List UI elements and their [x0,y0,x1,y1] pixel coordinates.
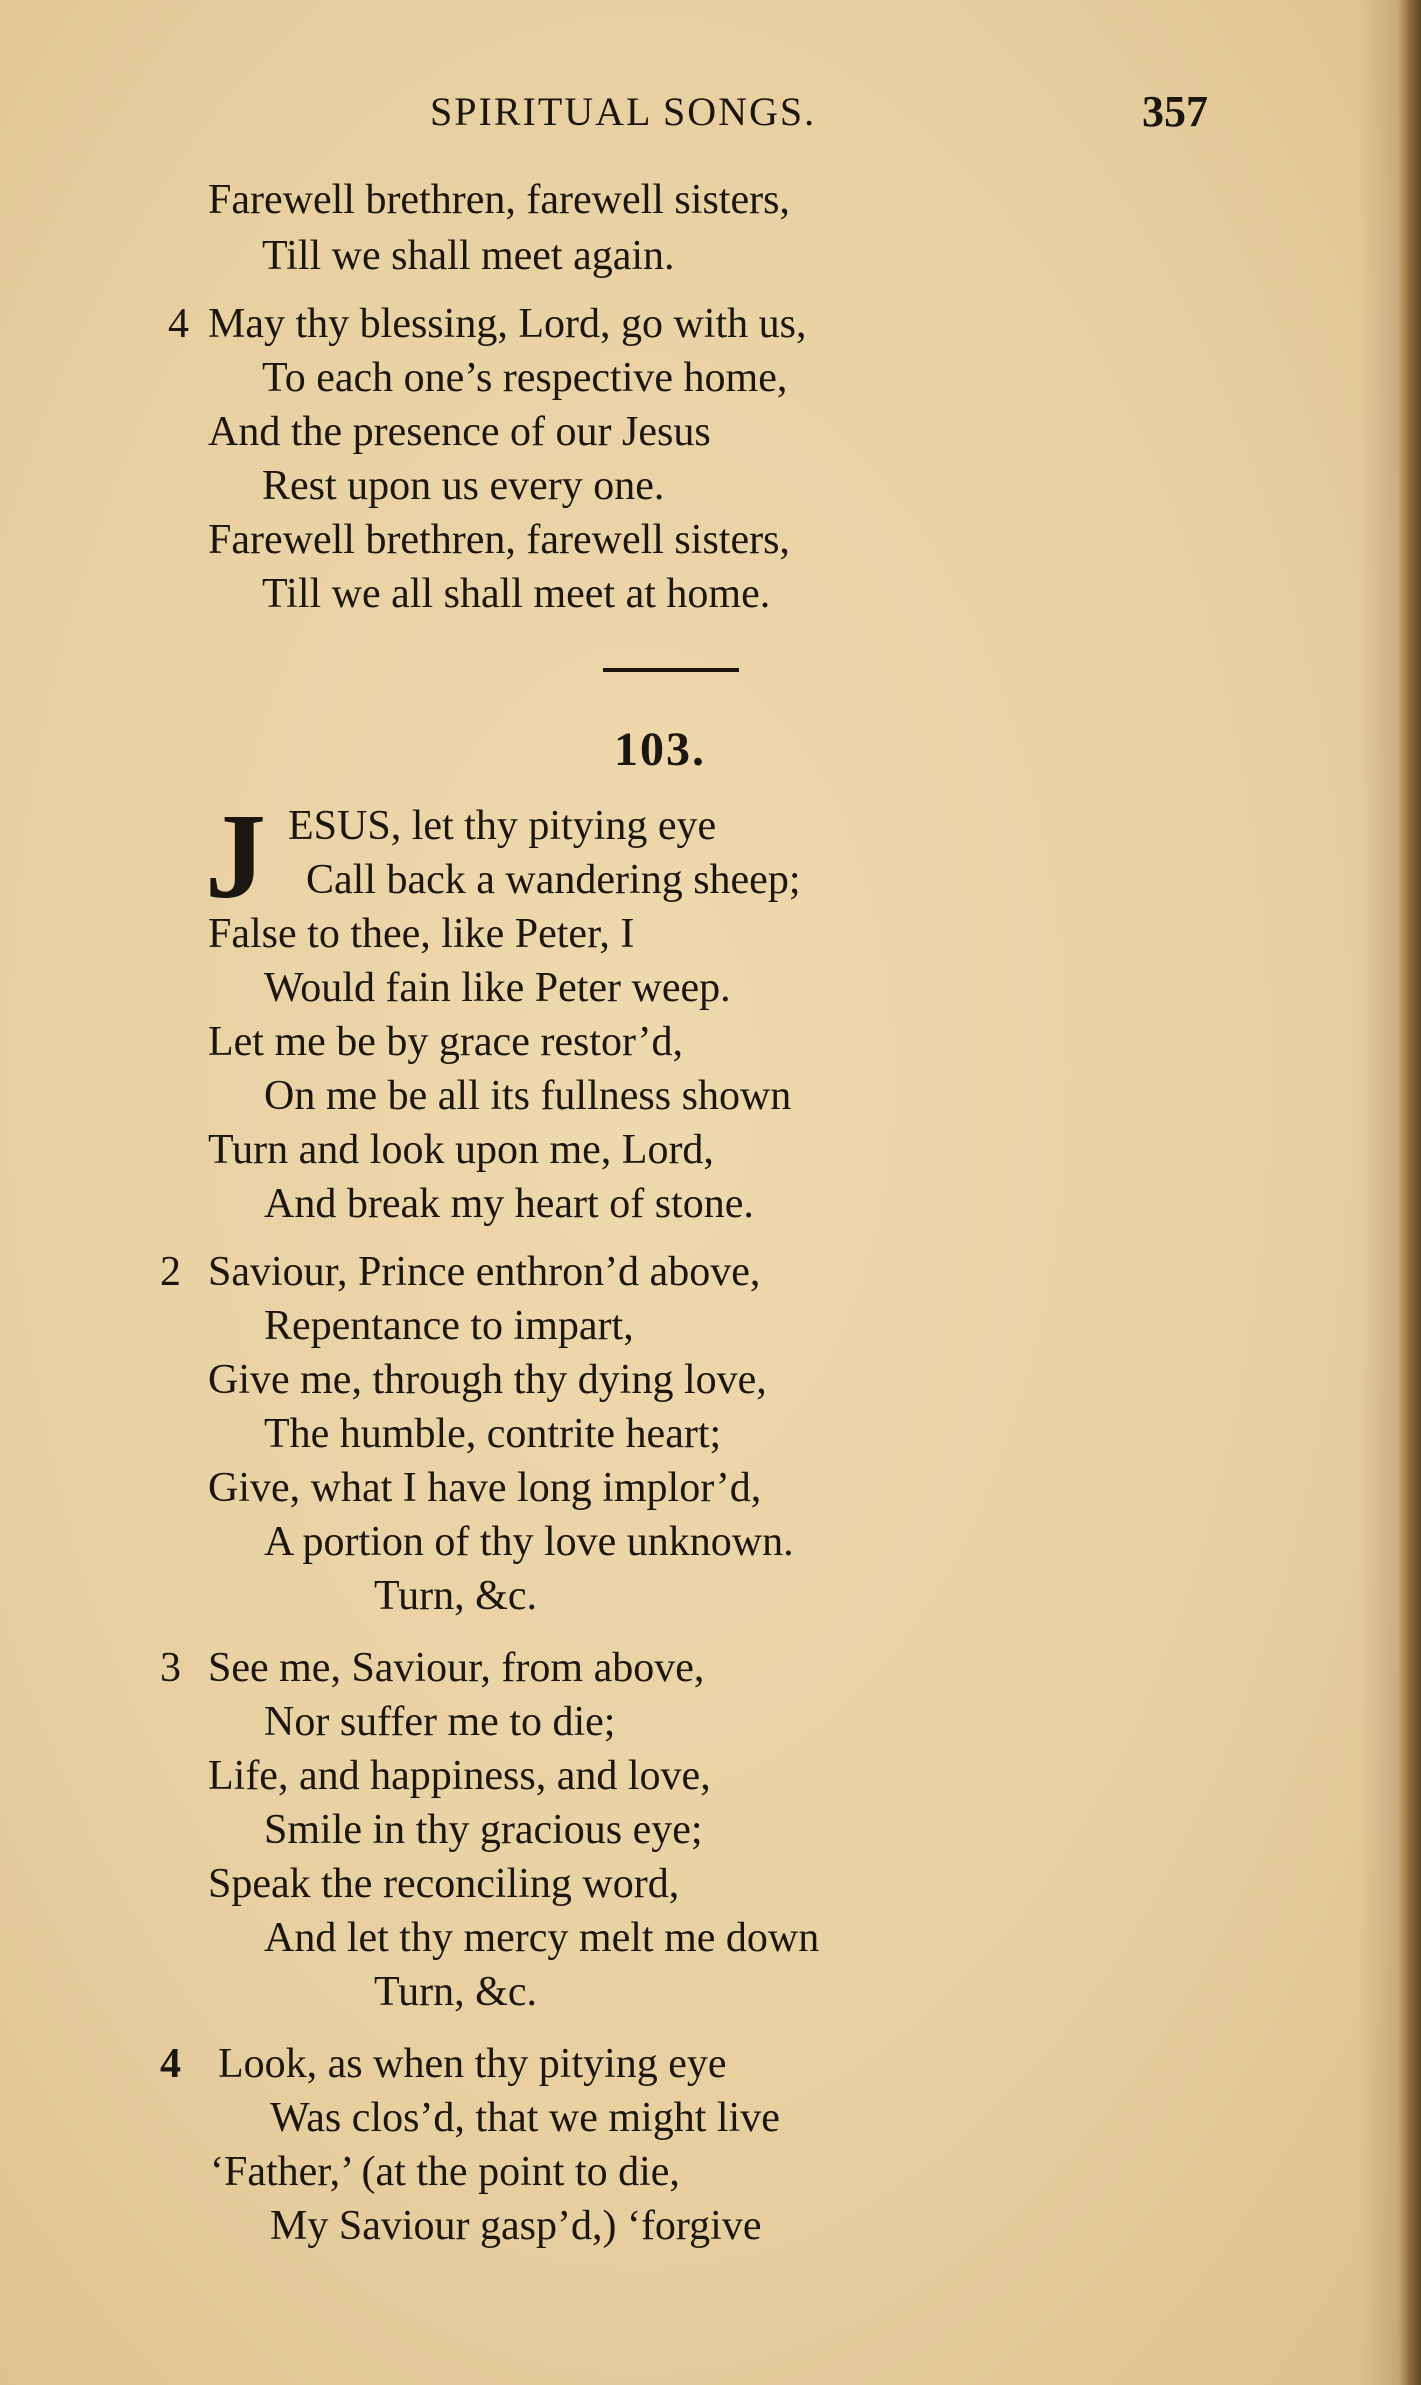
page-header [0,88,1421,148]
text-line: Was clos’d, that we might live [270,2095,780,2141]
running-title: SPIRITUAL SONGS. [430,89,817,134]
text-line: On me be all its fullness shown [264,1073,792,1119]
text-line: Look, as when thy pitying eye [218,2041,727,2087]
text-line: False to thee, like Peter, I [208,911,635,957]
text-line: And the presence of our Jesus [208,409,711,455]
text-line: Farewell brethren, farewell sisters, [208,177,790,223]
verse-number: 3 [160,1645,181,1691]
text-line: ESUS, let thy pitying eye [288,803,717,849]
refrain-cue: Turn, &c. [374,1573,537,1619]
text-line: Call back a wandering sheep; [306,857,801,903]
text-line: Farewell brethren, farewell sisters, [208,517,790,563]
text-line: ‘Father,’ (at the point to die, [210,2149,680,2195]
text-line: A portion of thy love unknown. [264,1519,794,1565]
verse-number: 4 [160,2041,181,2087]
text-line: May thy blessing, Lord, go with us, [208,301,807,347]
refrain-cue: Turn, &c. [374,1969,537,2015]
text-line: Rest upon us every one. [262,463,665,509]
text-line: Saviour, Prince enthron’d above, [208,1249,761,1295]
text-line: Till we shall meet again. [262,233,675,279]
text-line: Nor suffer me to die; [264,1699,616,1745]
text-line: Speak the reconciling word, [208,1861,680,1907]
text-line: My Saviour gasp’d,) ‘forgive [270,2203,762,2249]
text-line: And let thy mercy melt me down [264,1915,820,1961]
text-line: To each one’s respective home, [262,355,788,401]
verse-number: 4 [168,301,189,347]
text-line: Till we all shall meet at home. [262,571,771,617]
hymn-number: 103. [614,723,706,776]
text-line: Give me, through thy dying love, [208,1357,767,1403]
page-edge [1399,0,1421,2385]
text-line: The humble, contrite heart; [264,1411,722,1457]
text-line: And break my heart of stone. [264,1181,754,1227]
text-line: Turn and look upon me, Lord, [208,1127,714,1173]
text-line: Repentance to impart, [264,1303,634,1349]
text-line: Give, what I have long implor’d, [208,1465,762,1511]
drop-cap: J [205,789,266,924]
section-rule [603,668,739,672]
binding-shadow [1359,0,1399,2385]
text-line: See me, Saviour, from above, [208,1645,705,1691]
page-number: 357 [1142,87,1208,136]
text-line: Let me be by grace restor’d, [208,1019,684,1065]
text-line: Life, and happiness, and love, [208,1753,711,1799]
text-line: Would fain like Peter weep. [264,965,731,1011]
text-line: Smile in thy gracious eye; [264,1807,703,1853]
verse-number: 2 [160,1249,181,1295]
